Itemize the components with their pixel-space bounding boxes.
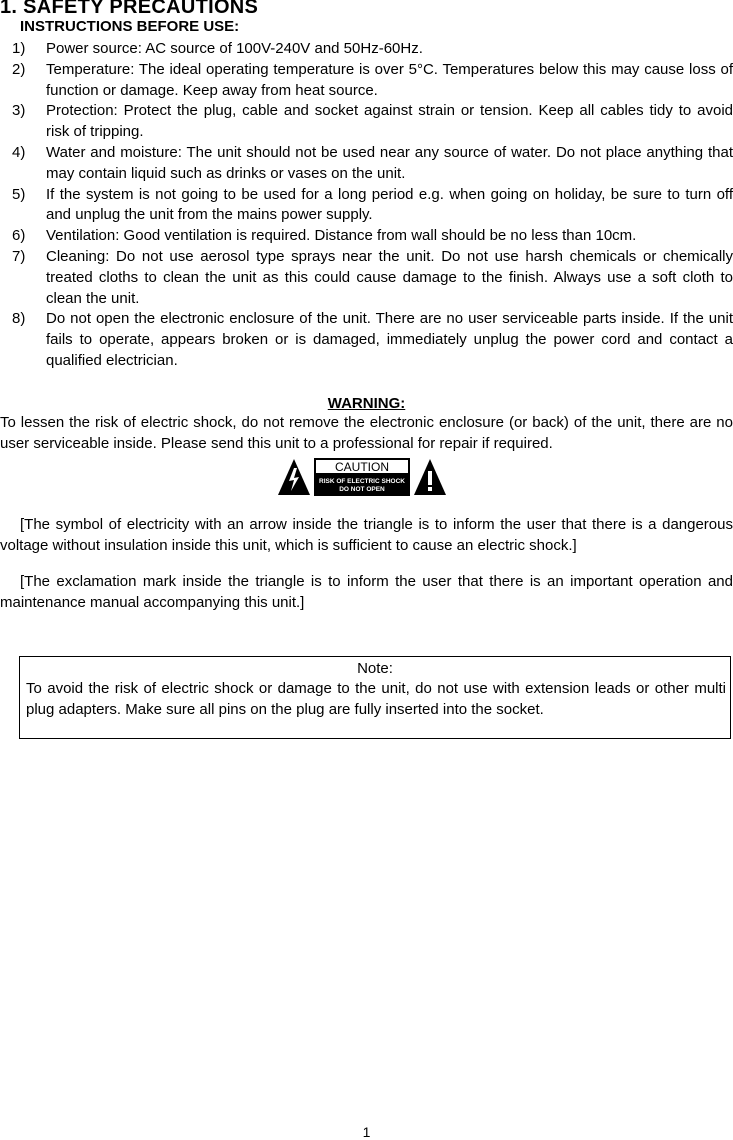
instruction-item (0, 39, 733, 60)
lightning-symbol-note: [The symbol of electricity with an arrow inside the triangle is to inform the user that there is a dangerous voltage without insulation inside this unit, which is sufficient to cause an electric shock.] (0, 516, 733, 554)
item-text: Power source: AC source of 100V-240V and 50Hz-60Hz. (46, 40, 423, 57)
item-number: 2) (12, 60, 26, 78)
warning-text: To lessen the risk of electric shock, do not remove the electronic enclosure (or back) of the unit, there are no user serviceable inside. Please send this unit to a professional for repair if required. (0, 414, 733, 452)
section-title: 1. SAFETY PRECAUTIONS (0, 0, 259, 18)
instruction-item (0, 309, 733, 371)
caution-symbols (277, 458, 447, 496)
item-number: 8) (12, 310, 26, 328)
instruction-item (0, 185, 733, 227)
item-text: Do not open the electronic enclosure of the unit. There are no user serviceable parts inside. If the unit fails to operate, appears broken or is damaged, immediately unplug the power cord and contact a qualified electrician. (46, 310, 733, 369)
caution-line-2: DO NOT OPEN (339, 486, 385, 493)
instructions-list (0, 39, 733, 372)
exclamation-warning-icon (414, 459, 446, 495)
item-number: 6) (12, 227, 26, 245)
caution-label (314, 458, 410, 496)
note-box (19, 656, 731, 739)
item-text: Protection: Protect the plug, cable and socket against strain or tension. Keep all cables tidy to avoid risk of tripping. (46, 102, 733, 141)
instruction-item (0, 60, 733, 102)
item-text: Water and moisture: The unit should not be used near any source of water. Do not place anything that may contain liquid such as drinks or vases on the unit. (46, 143, 733, 182)
item-text: Temperature: The ideal operating temperature is over 5°C. Temperatures below this may cause loss of function or damage. Keep away from heat source. (46, 60, 733, 99)
item-number: 3) (12, 102, 26, 120)
item-number: 4) (12, 143, 26, 161)
note-label: Note: (357, 660, 393, 677)
instruction-item (0, 226, 733, 247)
instruction-item (0, 143, 733, 185)
section-subtitle: INSTRUCTIONS BEFORE USE: (20, 18, 240, 35)
lightning-warning-icon (278, 459, 310, 495)
item-number: 1) (12, 40, 26, 57)
item-text: Ventilation: Good ventilation is required. Distance from wall should be no less than 10cm. (46, 227, 637, 245)
caution-title: CAUTION (335, 460, 389, 474)
item-text: Cleaning: Do not use aerosol type sprays near the unit. Do not use harsh chemicals or chemically treated cloths to clean the unit as this could cause damage to the finish. Always use a soft cloth to clean the unit. (46, 247, 733, 307)
item-text: If the system is not going to be used for a long period e.g. when going on holiday, be sure to turn off and unplug the unit from the mains power supply. (46, 185, 733, 224)
warning-heading: WARNING: (327, 395, 406, 412)
item-number: 5) (12, 185, 26, 203)
exclamation-symbol-note: [The exclamation mark inside the triangle is to inform the user that there is an important operation and maintenance manual accompanying this unit.] (0, 573, 733, 611)
page-number: 1 (362, 1124, 371, 1140)
note-text: To avoid the risk of electric shock or damage to the unit, do not use with extension leads or other multi plug adapters. Make sure all pins on the plug are fully inserted into the socket. (26, 680, 726, 718)
caution-line-1: RISK OF ELECTRIC SHOCK (319, 478, 405, 485)
instruction-item (0, 247, 733, 309)
instruction-item (0, 101, 733, 143)
item-number: 7) (12, 247, 26, 265)
